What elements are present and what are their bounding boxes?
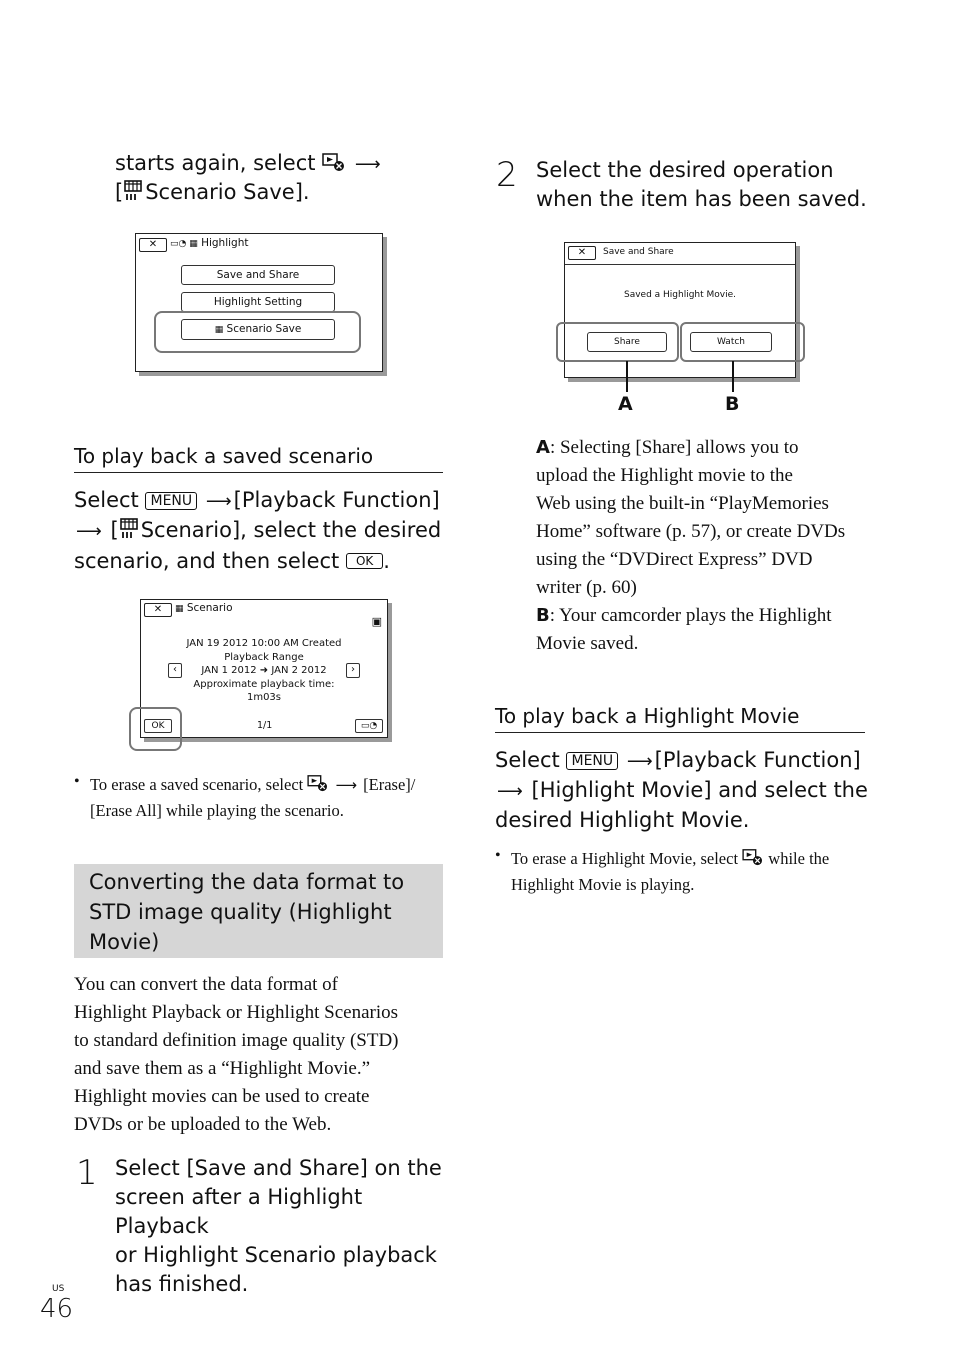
playback-erase-button[interactable]: ▭◔ xyxy=(355,719,383,733)
callout-line-a xyxy=(626,361,628,392)
callout-label-b: B xyxy=(725,393,740,415)
ok-key: OK xyxy=(346,553,383,569)
select-text: Select xyxy=(74,488,139,512)
scenario-text: Scenario], select the desired xyxy=(140,518,442,542)
desc-a-label: A xyxy=(536,437,550,458)
paragraph-line: Highlight movies can be used to create xyxy=(74,1086,370,1107)
section-heading-line: Converting the data format to xyxy=(89,870,405,894)
close-button[interactable]: ✕ xyxy=(139,238,167,252)
desc-line: Home” software (p. 57), or create DVDs xyxy=(536,521,846,542)
section-paragraph xyxy=(74,971,449,1139)
memory-card-icon: ▣ xyxy=(371,615,382,628)
save-and-share-button[interactable]: Save and Share xyxy=(181,265,335,285)
step-line: has finished. xyxy=(115,1272,249,1296)
ok-highlight-callout xyxy=(129,707,182,751)
desc-line: Movie saved. xyxy=(536,633,639,654)
desc-line: Web using the built-in “PlayMemories xyxy=(536,493,829,514)
share-highlight-callout xyxy=(556,322,679,362)
bullet-text-b: while the xyxy=(768,849,830,868)
instruction-line-3: scenario, and then select xyxy=(74,549,340,573)
share-button[interactable]: Share xyxy=(587,332,667,352)
desc-line: : Selecting [Share] allows you to xyxy=(549,437,799,458)
bullet-erase-scenario xyxy=(90,773,450,823)
instruction-line-2: [Highlight Movie] and select the xyxy=(531,778,868,802)
menu-key: MENU xyxy=(566,752,618,770)
step-1-text xyxy=(115,1154,450,1299)
sub-heading-play-scenario: To play back a saved scenario xyxy=(74,444,374,468)
paragraph-line: Highlight Playback or Highlight Scenarios xyxy=(74,1002,399,1023)
bullet-text: To erase a Highlight Movie, select xyxy=(511,849,739,868)
divider xyxy=(74,472,443,473)
screen-title-text: Highlight xyxy=(201,237,249,249)
bullet-text-c: [Erase All] while playing the scenario. xyxy=(90,801,344,820)
scenario-save-label: Scenario Save xyxy=(226,323,302,335)
section-heading-box xyxy=(74,864,443,958)
desc-line: using the “DVDirect Express” DVD xyxy=(536,549,813,570)
screen-title-text: Scenario xyxy=(186,602,233,614)
created-date: JAN 19 2012 10:00 AM Created xyxy=(186,638,342,649)
playback-time-label: Approximate playback time: xyxy=(193,678,335,690)
playback-erase-icon xyxy=(322,151,346,180)
intro-line-2: [ Scenario Save]. xyxy=(115,178,310,209)
playback-erase-icon xyxy=(742,848,764,873)
next-arrow-button[interactable]: › xyxy=(346,663,360,678)
step-number-1: 1 xyxy=(76,1153,98,1193)
highlight-callout xyxy=(154,311,361,353)
desc-line: upload the Highlight movie to the xyxy=(536,465,793,486)
desc-line: writer (p. 60) xyxy=(536,577,637,598)
menu-key: MENU xyxy=(145,492,197,510)
screen-title xyxy=(170,237,248,249)
intro-line-1 xyxy=(115,149,383,180)
bullet-text-b: [Erase]/ xyxy=(363,775,416,794)
playback-range-label: Playback Range xyxy=(224,651,304,663)
step-line: screen after a Highlight Playback xyxy=(115,1185,363,1238)
playback-erase-icon xyxy=(307,774,329,799)
page-number: 46 xyxy=(40,1294,74,1324)
page-indicator: 1/1 xyxy=(257,720,273,731)
scenario-icon xyxy=(119,517,141,547)
instruction-play-highlight xyxy=(495,746,875,835)
paragraph-line: and save them as a “Highlight Movie.” xyxy=(74,1058,371,1079)
intro-text: starts again, select xyxy=(115,151,316,175)
playback-function-text: [Playback Function] xyxy=(233,488,440,512)
playback-time-value: 1m03s xyxy=(246,692,282,703)
paragraph-line: DVDs or be uploaded to the Web. xyxy=(74,1114,332,1135)
playback-range-value: JAN 1 2012 ➜ JAN 2 2012 xyxy=(201,665,327,676)
arrow-icon: ⟶ xyxy=(205,491,232,512)
arrow-icon: ⟶ xyxy=(497,781,523,802)
arrow-icon: ⟶ xyxy=(626,751,653,772)
title-divider xyxy=(565,264,795,265)
screen-title xyxy=(175,602,233,614)
playback-function-text: [Playback Function] xyxy=(654,748,861,772)
scenario-icon: ▦ xyxy=(175,604,184,614)
bullet: • xyxy=(74,773,80,790)
arrow-icon: ⟶ xyxy=(76,521,102,542)
step-line: or Highlight Scenario playback xyxy=(115,1243,437,1267)
watch-highlight-callout xyxy=(680,322,805,362)
step-line: when the item has been saved. xyxy=(536,187,867,211)
section-heading-line: Movie) xyxy=(89,930,160,954)
bullet: • xyxy=(495,847,501,864)
intro-text-2: Scenario Save]. xyxy=(145,180,310,204)
close-button[interactable]: ✕ xyxy=(144,603,172,617)
previous-arrow-button[interactable]: ‹ xyxy=(168,663,182,678)
watch-button[interactable]: Watch xyxy=(690,332,772,352)
step-line: Select [Save and Share] on the xyxy=(115,1156,442,1180)
sub-heading-play-highlight: To play back a Highlight Movie xyxy=(495,704,800,728)
divider xyxy=(495,732,865,733)
step-2-text xyxy=(536,156,876,214)
select-text: Select xyxy=(495,748,560,772)
callout-label-a: A xyxy=(618,393,633,415)
region-code: US xyxy=(52,1284,65,1294)
highlight-setting-button[interactable]: Highlight Setting xyxy=(181,292,335,312)
bullet-erase-highlight xyxy=(511,847,876,897)
scenario-icon: ▦ xyxy=(214,325,224,335)
playback-scenario-icon: ▭◔ ▦ xyxy=(170,239,198,249)
saved-message: Saved a Highlight Movie. xyxy=(623,290,737,300)
screen-title: Save and Share xyxy=(603,247,674,257)
instruction-line-3: desired Highlight Movie. xyxy=(495,808,750,832)
desc-b-label: B xyxy=(536,605,550,626)
section-heading xyxy=(89,867,404,957)
step-number-2: 2 xyxy=(496,155,518,195)
bullet-text-c: Highlight Movie is playing. xyxy=(511,875,695,894)
paragraph-line: to standard definition image quality (STD) xyxy=(74,1030,399,1051)
callout-descriptions xyxy=(536,434,881,658)
section-heading-line: STD image quality (Highlight xyxy=(89,900,392,924)
step-line: Select the desired operation xyxy=(536,158,834,182)
bullet-text: To erase a saved scenario, select xyxy=(90,775,304,794)
scenario-icon xyxy=(123,179,145,209)
arrow-icon: ⟶ xyxy=(335,776,358,794)
arrow-icon: ⟶ xyxy=(354,154,381,175)
instruction-play-scenario: Select MENU ⟶[Playback Function] ⟶ [ Scenario], select the desired scenario, and then select OK . xyxy=(74,488,442,573)
ok-button[interactable]: OK xyxy=(144,719,172,733)
close-button[interactable]: ✕ xyxy=(568,246,596,260)
callout-line-b xyxy=(732,361,734,392)
desc-line: : Your camcorder plays the Highlight xyxy=(549,605,832,626)
paragraph-line: You can convert the data format of xyxy=(74,974,338,995)
